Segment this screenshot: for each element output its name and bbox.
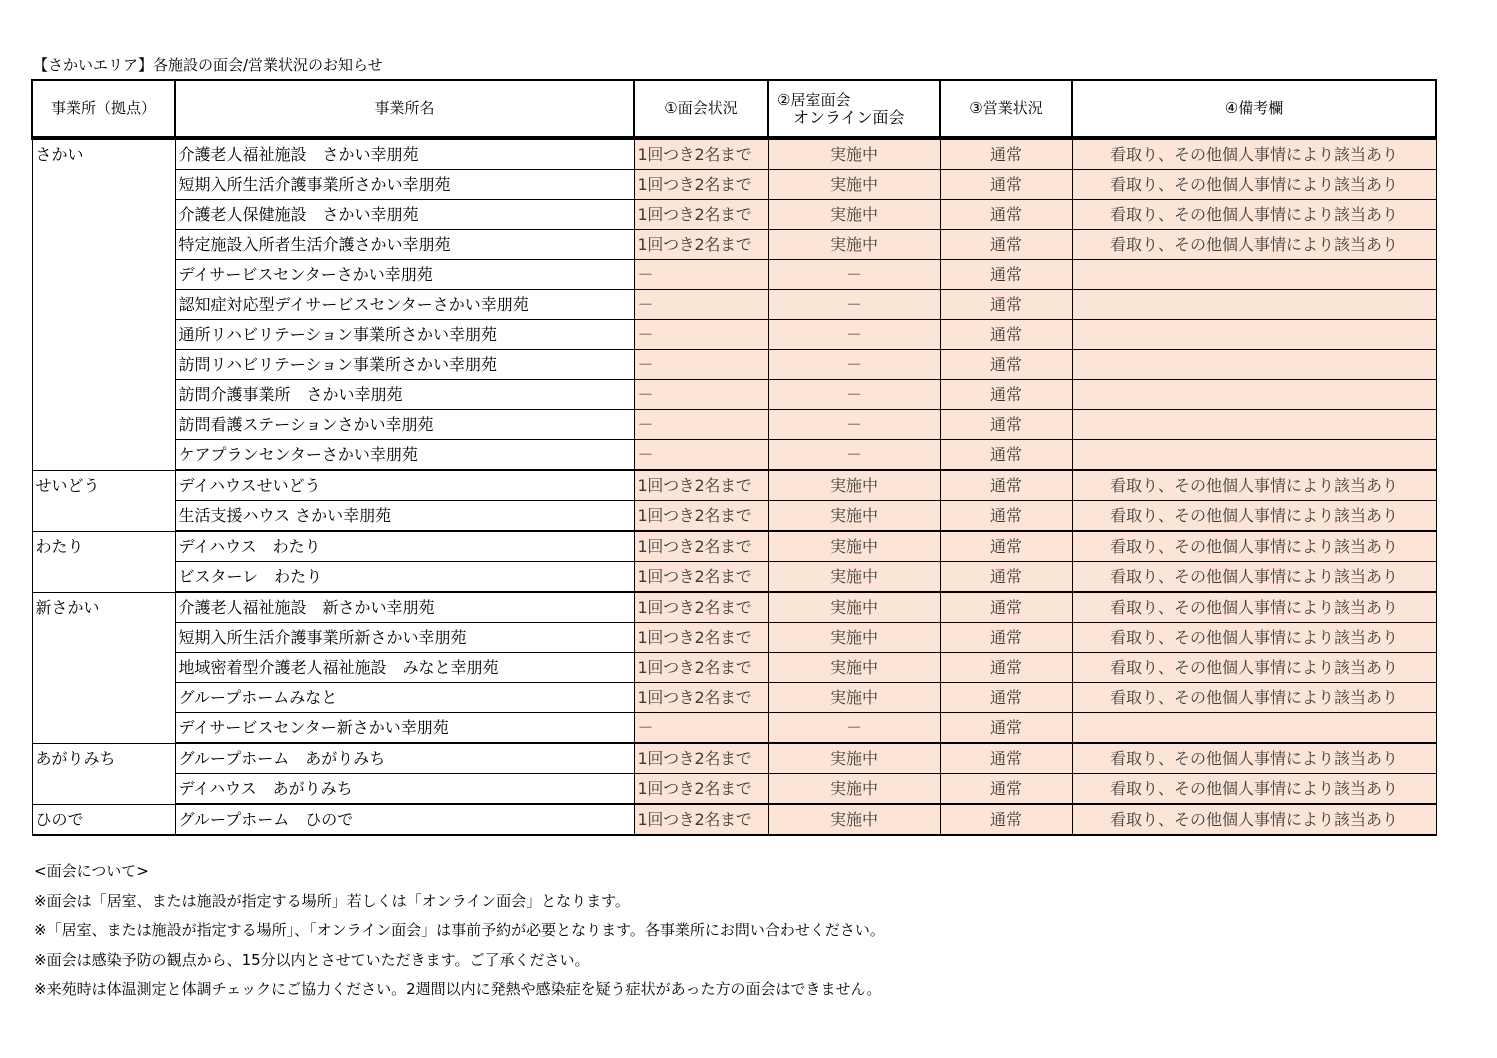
- visit-status-cell: 1回つき2名まで: [634, 531, 768, 562]
- online-visit-cell: 実施中: [768, 170, 940, 200]
- header-online-visit-line2: オンライン面会: [793, 107, 905, 127]
- business-status-cell: 通常: [940, 531, 1072, 562]
- facility-name-cell: 通所リハビリテーション事業所さかい幸朋苑: [175, 320, 634, 350]
- business-status-cell: 通常: [940, 138, 1072, 170]
- visit-status-cell: －: [634, 320, 768, 350]
- facility-name-cell: グループホーム ひので: [175, 804, 634, 835]
- business-status-cell: 通常: [940, 804, 1072, 835]
- online-visit-cell: －: [768, 440, 940, 471]
- business-status-cell: 通常: [940, 653, 1072, 683]
- visit-status-cell: 1回つき2名まで: [634, 623, 768, 653]
- table-row: [32, 320, 1436, 350]
- table-row: [32, 774, 1436, 805]
- remarks-cell: 看取り、その他個人事情により該当あり: [1072, 501, 1436, 532]
- remarks-cell: 看取り、その他個人事情により該当あり: [1072, 531, 1436, 562]
- remarks-cell: [1072, 290, 1436, 320]
- base-name-cell: あがりみち: [32, 743, 175, 804]
- remarks-cell: 看取り、その他個人事情により該当あり: [1072, 804, 1436, 835]
- base-name-cell: せいどう: [32, 470, 175, 531]
- header-online-visit: [768, 80, 940, 138]
- facility-status-table: [31, 79, 1437, 836]
- table-row: [32, 713, 1436, 744]
- business-status-cell: 通常: [940, 713, 1072, 744]
- remarks-cell: 看取り、その他個人事情により該当あり: [1072, 138, 1436, 170]
- online-visit-cell: －: [768, 380, 940, 410]
- base-name-cell: 新さかい: [32, 592, 175, 743]
- business-status-cell: 通常: [940, 200, 1072, 230]
- visit-status-cell: 1回つき2名まで: [634, 592, 768, 623]
- notes-heading: <面会について>: [34, 862, 149, 880]
- online-visit-cell: 実施中: [768, 653, 940, 683]
- remarks-cell: 看取り、その他個人事情により該当あり: [1072, 683, 1436, 713]
- online-visit-cell: 実施中: [768, 531, 940, 562]
- header-online-visit-line1: ②居室面会: [777, 90, 851, 109]
- online-visit-cell: －: [768, 260, 940, 290]
- header-facility-name: 事業所名: [175, 80, 634, 138]
- online-visit-cell: 実施中: [768, 501, 940, 532]
- visit-status-cell: 1回つき2名まで: [634, 653, 768, 683]
- visit-status-cell: 1回つき2名まで: [634, 743, 768, 774]
- facility-name-cell: デイハウスせいどう: [175, 470, 634, 501]
- table-row: [32, 290, 1436, 320]
- table-body: [32, 138, 1436, 835]
- remarks-cell: 看取り、その他個人事情により該当あり: [1072, 562, 1436, 593]
- table-row: [32, 623, 1436, 653]
- facility-name-cell: グループホームみなと: [175, 683, 634, 713]
- table-row: [32, 170, 1436, 200]
- business-status-cell: 通常: [940, 592, 1072, 623]
- business-status-cell: 通常: [940, 501, 1072, 532]
- business-status-cell: 通常: [940, 562, 1072, 593]
- facility-name-cell: 認知症対応型デイサービスセンターさかい幸朋苑: [175, 290, 634, 320]
- remarks-cell: 看取り、その他個人事情により該当あり: [1072, 774, 1436, 805]
- facility-name-cell: 生活支援ハウス さかい幸朋苑: [175, 501, 634, 532]
- table-row: [32, 230, 1436, 260]
- visit-status-cell: －: [634, 350, 768, 380]
- document-title: 【さかいエリア】各施設の面会/営業状況のお知らせ: [33, 56, 383, 74]
- online-visit-cell: 実施中: [768, 470, 940, 501]
- facility-name-cell: 短期入所生活介護事業所さかい幸朋苑: [175, 170, 634, 200]
- remarks-cell: 看取り、その他個人事情により該当あり: [1072, 470, 1436, 501]
- business-status-cell: 通常: [940, 743, 1072, 774]
- facility-name-cell: デイハウス わたり: [175, 531, 634, 562]
- business-status-cell: 通常: [940, 440, 1072, 471]
- remarks-cell: 看取り、その他個人事情により該当あり: [1072, 592, 1436, 623]
- facility-name-cell: 訪問看護ステーションさかい幸朋苑: [175, 410, 634, 440]
- online-visit-cell: 実施中: [768, 774, 940, 805]
- online-visit-cell: －: [768, 320, 940, 350]
- visit-status-cell: 1回つき2名まで: [634, 170, 768, 200]
- table-row: [32, 804, 1436, 835]
- visit-status-cell: －: [634, 260, 768, 290]
- facility-name-cell: 介護老人保健施設 さかい幸朋苑: [175, 200, 634, 230]
- online-visit-cell: 実施中: [768, 683, 940, 713]
- remarks-cell: [1072, 320, 1436, 350]
- visit-status-cell: 1回つき2名まで: [634, 470, 768, 501]
- header-base: 事業所（拠点）: [32, 80, 175, 138]
- online-visit-cell: 実施中: [768, 623, 940, 653]
- visit-status-cell: 1回つき2名まで: [634, 562, 768, 593]
- table-row: [32, 743, 1436, 774]
- remarks-cell: 看取り、その他個人事情により該当あり: [1072, 623, 1436, 653]
- remarks-cell: [1072, 380, 1436, 410]
- visit-status-cell: 1回つき2名まで: [634, 683, 768, 713]
- online-visit-cell: －: [768, 350, 940, 380]
- table-row: [32, 531, 1436, 562]
- facility-name-cell: デイハウス あがりみち: [175, 774, 634, 805]
- remarks-cell: [1072, 350, 1436, 380]
- visit-status-cell: －: [634, 440, 768, 471]
- online-visit-cell: 実施中: [768, 804, 940, 835]
- visit-status-cell: 1回つき2名まで: [634, 804, 768, 835]
- business-status-cell: 通常: [940, 230, 1072, 260]
- visit-status-cell: 1回つき2名まで: [634, 501, 768, 532]
- table-row: [32, 470, 1436, 501]
- business-status-cell: 通常: [940, 623, 1072, 653]
- online-visit-cell: －: [768, 713, 940, 744]
- facility-name-cell: デイサービスセンター新さかい幸朋苑: [175, 713, 634, 744]
- facility-name-cell: グループホーム あがりみち: [175, 743, 634, 774]
- online-visit-cell: －: [768, 410, 940, 440]
- online-visit-cell: 実施中: [768, 743, 940, 774]
- remarks-cell: [1072, 440, 1436, 471]
- visit-status-cell: 1回つき2名まで: [634, 230, 768, 260]
- business-status-cell: 通常: [940, 290, 1072, 320]
- facility-name-cell: ビスターレ わたり: [175, 562, 634, 593]
- facility-name-cell: 特定施設入所者生活介護さかい幸朋苑: [175, 230, 634, 260]
- base-name-cell: わたり: [32, 531, 175, 592]
- facility-name-cell: 介護老人福祉施設 新さかい幸朋苑: [175, 592, 634, 623]
- facility-name-cell: 訪問介護事業所 さかい幸朋苑: [175, 380, 634, 410]
- facility-name-cell: ケアプランセンターさかい幸朋苑: [175, 440, 634, 471]
- note-item: ※来苑時は体温測定と体調チェックにご協力ください。2週間以内に発熱や感染症を疑う症状があった方の面会はできません。: [34, 980, 882, 998]
- facility-name-cell: 地域密着型介護老人福祉施設 みなと幸朋苑: [175, 653, 634, 683]
- online-visit-cell: 実施中: [768, 138, 940, 170]
- business-status-cell: 通常: [940, 170, 1072, 200]
- base-name-cell: さかい: [32, 138, 175, 470]
- visit-status-cell: 1回つき2名まで: [634, 774, 768, 805]
- table-row: [32, 440, 1436, 471]
- business-status-cell: 通常: [940, 774, 1072, 805]
- remarks-cell: 看取り、その他個人事情により該当あり: [1072, 170, 1436, 200]
- facility-name-cell: 介護老人福祉施設 さかい幸朋苑: [175, 138, 634, 170]
- business-status-cell: 通常: [940, 683, 1072, 713]
- business-status-cell: 通常: [940, 380, 1072, 410]
- remarks-cell: 看取り、その他個人事情により該当あり: [1072, 653, 1436, 683]
- note-item: ※「居室、または施設が指定する場所」、「オンライン面会」は事前予約が必要となります。各事業所にお問い合わせください。: [34, 921, 885, 939]
- business-status-cell: 通常: [940, 320, 1072, 350]
- header-visit-status: ①面会状況: [634, 80, 768, 138]
- table-row: [32, 410, 1436, 440]
- online-visit-cell: 実施中: [768, 230, 940, 260]
- base-name-cell: ひので: [32, 804, 175, 835]
- table-row: [32, 380, 1436, 410]
- note-item: ※面会は感染予防の観点から、15分以内とさせていただきます。ご了承ください。: [34, 950, 590, 969]
- table-row: [32, 653, 1436, 683]
- table-row: [32, 592, 1436, 623]
- header-remarks: ④備考欄: [1072, 80, 1436, 138]
- business-status-cell: 通常: [940, 350, 1072, 380]
- remarks-cell: [1072, 410, 1436, 440]
- table-row: [32, 138, 1436, 170]
- remarks-cell: [1072, 713, 1436, 744]
- online-visit-cell: －: [768, 290, 940, 320]
- visit-status-cell: －: [634, 713, 768, 744]
- online-visit-cell: 実施中: [768, 592, 940, 623]
- facility-name-cell: デイサービスセンターさかい幸朋苑: [175, 260, 634, 290]
- visit-status-cell: 1回つき2名まで: [634, 138, 768, 170]
- business-status-cell: 通常: [940, 260, 1072, 290]
- note-item: ※面会は「居室、または施設が指定する場所」若しくは「オンライン面会」となります。: [34, 891, 630, 910]
- remarks-cell: 看取り、その他個人事情により該当あり: [1072, 200, 1436, 230]
- remarks-cell: [1072, 260, 1436, 290]
- facility-name-cell: 短期入所生活介護事業所新さかい幸朋苑: [175, 623, 634, 653]
- facility-name-cell: 訪問リハビリテーション事業所さかい幸朋苑: [175, 350, 634, 380]
- remarks-cell: 看取り、その他個人事情により該当あり: [1072, 230, 1436, 260]
- table-row: [32, 683, 1436, 713]
- table-row: [32, 350, 1436, 380]
- online-visit-cell: 実施中: [768, 200, 940, 230]
- remarks-cell: 看取り、その他個人事情により該当あり: [1072, 743, 1436, 774]
- table-row: [32, 562, 1436, 593]
- online-visit-cell: 実施中: [768, 562, 940, 593]
- visit-status-cell: －: [634, 410, 768, 440]
- visit-status-cell: 1回つき2名まで: [634, 200, 768, 230]
- visit-notes: [34, 857, 885, 1005]
- table-row: [32, 501, 1436, 532]
- visit-status-cell: －: [634, 380, 768, 410]
- header-business-status: ③営業状況: [940, 80, 1072, 138]
- table-header-row: [32, 80, 1436, 138]
- visit-status-cell: －: [634, 290, 768, 320]
- table-row: [32, 260, 1436, 290]
- business-status-cell: 通常: [940, 410, 1072, 440]
- table-row: [32, 200, 1436, 230]
- business-status-cell: 通常: [940, 470, 1072, 501]
